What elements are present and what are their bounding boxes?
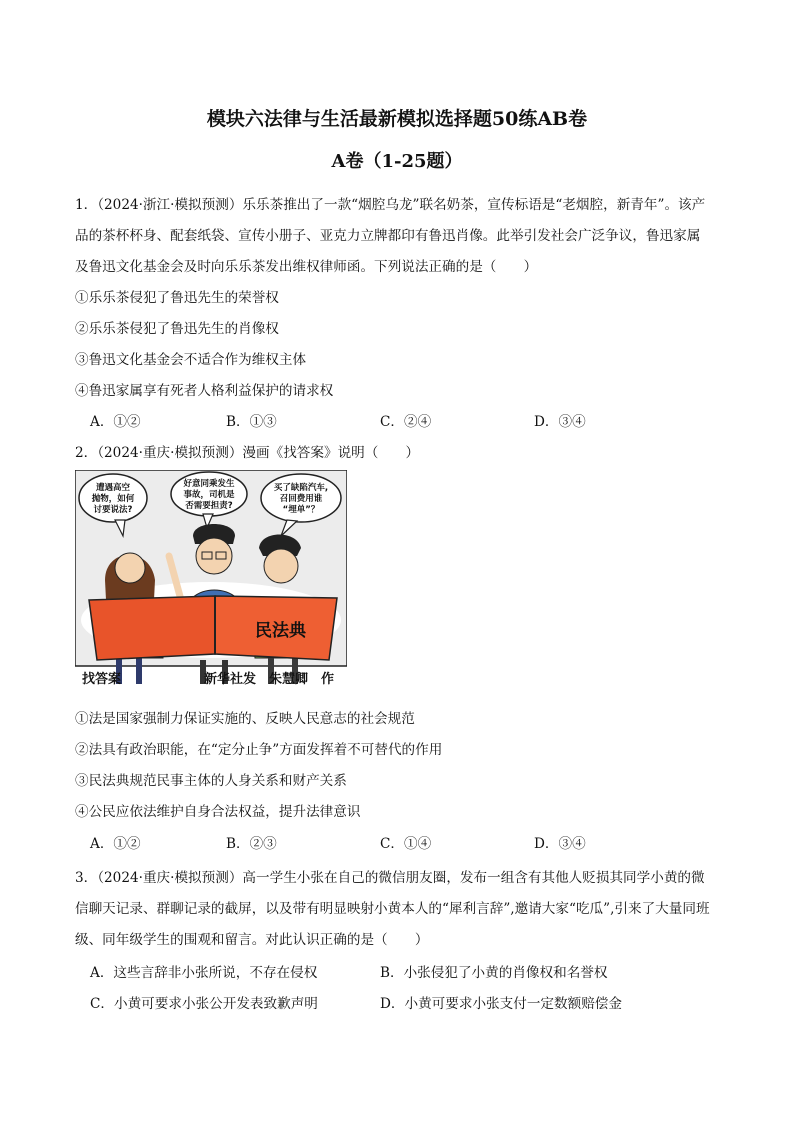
cartoon-caption-credit: 新华社发 朱慧卿 作 [204, 672, 335, 687]
q1-item-3: ③鲁迅文化基金会不适合作为维权主体 [75, 352, 307, 368]
q2-item-1: ①法是国家强制力保证实施的、反映人民意志的社会规范 [75, 711, 415, 727]
bubble1-line-3: 讨要说法? [93, 505, 133, 515]
q1-option-b: B．①③ [226, 414, 277, 430]
bubble1-line-2: 抛物，如何 [91, 494, 135, 504]
q3-stem-line-3: 级、同年级学生的围观和留言。对此认识正确的是（ ） [75, 932, 429, 948]
bubble3-line-1: 买了缺陷汽车, [273, 483, 329, 493]
q2-stem: 2．（2024·重庆·模拟预测）漫画《找答案》说明（ ） [75, 445, 420, 461]
q1-option-d: D．③④ [534, 414, 586, 430]
q1-option-c: C．②④ [380, 414, 432, 430]
q1-stem-line-3: 及鲁迅文化基金会及时向乐乐茶发出维权律师函。下列说法正确的是（ ） [75, 259, 538, 275]
q1-item-4: ④鲁迅家属享有死者人格利益保护的请求权 [75, 383, 334, 399]
q1-stem-line-1: 1．（2024·浙江·模拟预测）乐乐茶推出了一款“烟腔乌龙”联名奶茶，宣传标语是“老烟腔，新青年”。该产 [75, 197, 706, 213]
q3-option-b: B．小张侵犯了小黄的肖像权和名誉权 [380, 965, 608, 981]
bubble2-line-3: 否需要担责? [185, 501, 233, 511]
bubble3-line-2: 召回费用谁 [279, 494, 323, 504]
q3-stem-line-2: 信聊天记录、群聊记录的截屏，以及带有明显映射小黄本人的“犀利言辞”,邀请大家“吃瓜”,引来了大量同班 [75, 901, 710, 917]
bubble3-line-3: “埋单”？ [282, 505, 320, 515]
bubble2-line-2: 事故，司机是 [183, 490, 235, 500]
q1-item-2: ②乐乐茶侵犯了鲁迅先生的肖像权 [75, 321, 279, 337]
q2-option-c: C．①④ [380, 836, 432, 852]
q1-option-a: A．①② [90, 414, 141, 430]
q2-option-b: B．②③ [226, 836, 277, 852]
page-title: 模块六法律与生活最新模拟选择题50练AB卷 [206, 108, 588, 130]
q3-option-a: A．这些言辞非小张所说，不存在侵权 [90, 965, 318, 981]
q2-item-3: ③民法典规范民事主体的人身关系和财产关系 [75, 773, 347, 789]
bubble2-line-1: 好意同乘发生 [183, 479, 235, 489]
q2-item-4: ④公民应依法维护自身合法权益，提升法律意识 [75, 804, 361, 820]
q3-option-d: D．小黄可要求小张支付一定数额赔偿金 [380, 996, 622, 1012]
q2-item-2: ②法具有政治职能，在“定分止争”方面发挥着不可替代的作用 [75, 742, 443, 758]
section-title: A卷（1-25题） [331, 151, 463, 172]
q1-item-1: ①乐乐茶侵犯了鲁迅先生的荣誉权 [75, 290, 279, 306]
q2-option-d: D．③④ [534, 836, 586, 852]
civil-code-book [89, 596, 337, 660]
q2-option-a: A．①② [90, 836, 141, 852]
q3-stem-line-1: 3．（2024·重庆·模拟预测）高一学生小张在自己的微信朋友圈，发布一组含有其他人贬损其同学小黄的微 [75, 870, 705, 886]
bubble1-line-1: 遭遇高空 [95, 483, 131, 493]
book-title: 民法典 [255, 621, 306, 641]
q3-option-c: C．小黄可要求小张公开发表致歉声明 [90, 996, 318, 1012]
cartoon-illustration [75, 470, 347, 688]
cartoon-caption-title: 找答案 [82, 672, 122, 687]
q1-stem-line-2: 品的茶杯杯身、配套纸袋、宣传小册子、亚克力立牌都印有鲁迅肖像。此举引发社会广泛争议，鲁迅家属 [75, 228, 701, 244]
